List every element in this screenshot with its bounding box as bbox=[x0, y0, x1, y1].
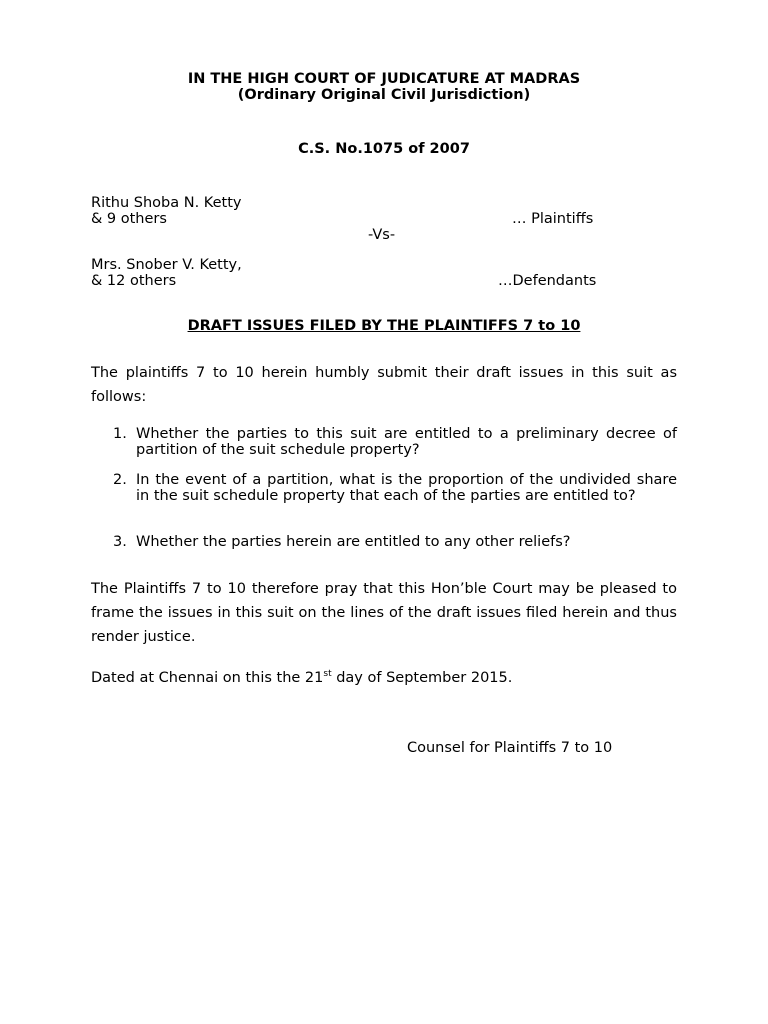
dated-suffix: day of September 2015. bbox=[331, 670, 513, 686]
plaintiff-role: … Plaintiffs bbox=[512, 211, 594, 227]
issue-number: 2. bbox=[113, 472, 127, 488]
defendant-role: …Defendants bbox=[498, 273, 597, 289]
defendant-name: Mrs. Snober V. Ketty, bbox=[91, 257, 242, 273]
prayer-paragraph: The Plaintiffs 7 to 10 therefore pray that this Hon’ble Court may be pleased to frame the issues in this suit on the lines of the draft issues filed herein and thus render justice. bbox=[91, 581, 677, 645]
issue-number: 1. bbox=[113, 426, 127, 442]
issue-number: 3. bbox=[113, 534, 127, 550]
counsel-signature: Counsel for Plaintiffs 7 to 10 bbox=[407, 740, 613, 756]
defendant-others: & 12 others bbox=[91, 273, 177, 289]
intro-paragraph: The plaintiffs 7 to 10 herein humbly submit their draft issues in this suit as follows: bbox=[91, 365, 677, 405]
issue-text: Whether the parties to this suit are entitled to a preliminary decree of partition of the suit schedule property? bbox=[136, 426, 677, 458]
plaintiff-others: & 9 others bbox=[91, 211, 167, 227]
issue-text: Whether the parties herein are entitled to any other reliefs? bbox=[136, 534, 571, 550]
dated-prefix: Dated at Chennai on this the 21 bbox=[91, 670, 324, 686]
document-heading: DRAFT ISSUES FILED BY THE PLAINTIFFS 7 to 10 bbox=[187, 318, 581, 334]
dated-line bbox=[91, 670, 512, 686]
dated-superscript: st bbox=[323, 669, 332, 679]
court-title: IN THE HIGH COURT OF JUDICATURE AT MADRAS bbox=[187, 71, 581, 87]
plaintiff-name: Rithu Shoba N. Ketty bbox=[91, 195, 242, 211]
jurisdiction-subtitle: (Ordinary Original Civil Jurisdiction) bbox=[237, 87, 531, 103]
issue-text: In the event of a partition, what is the proportion of the undivided share in the suit schedule property that each of the parties are entitled to? bbox=[136, 472, 677, 504]
versus-label: -Vs- bbox=[368, 227, 396, 243]
case-number: C.S. No.1075 of 2007 bbox=[298, 141, 470, 157]
